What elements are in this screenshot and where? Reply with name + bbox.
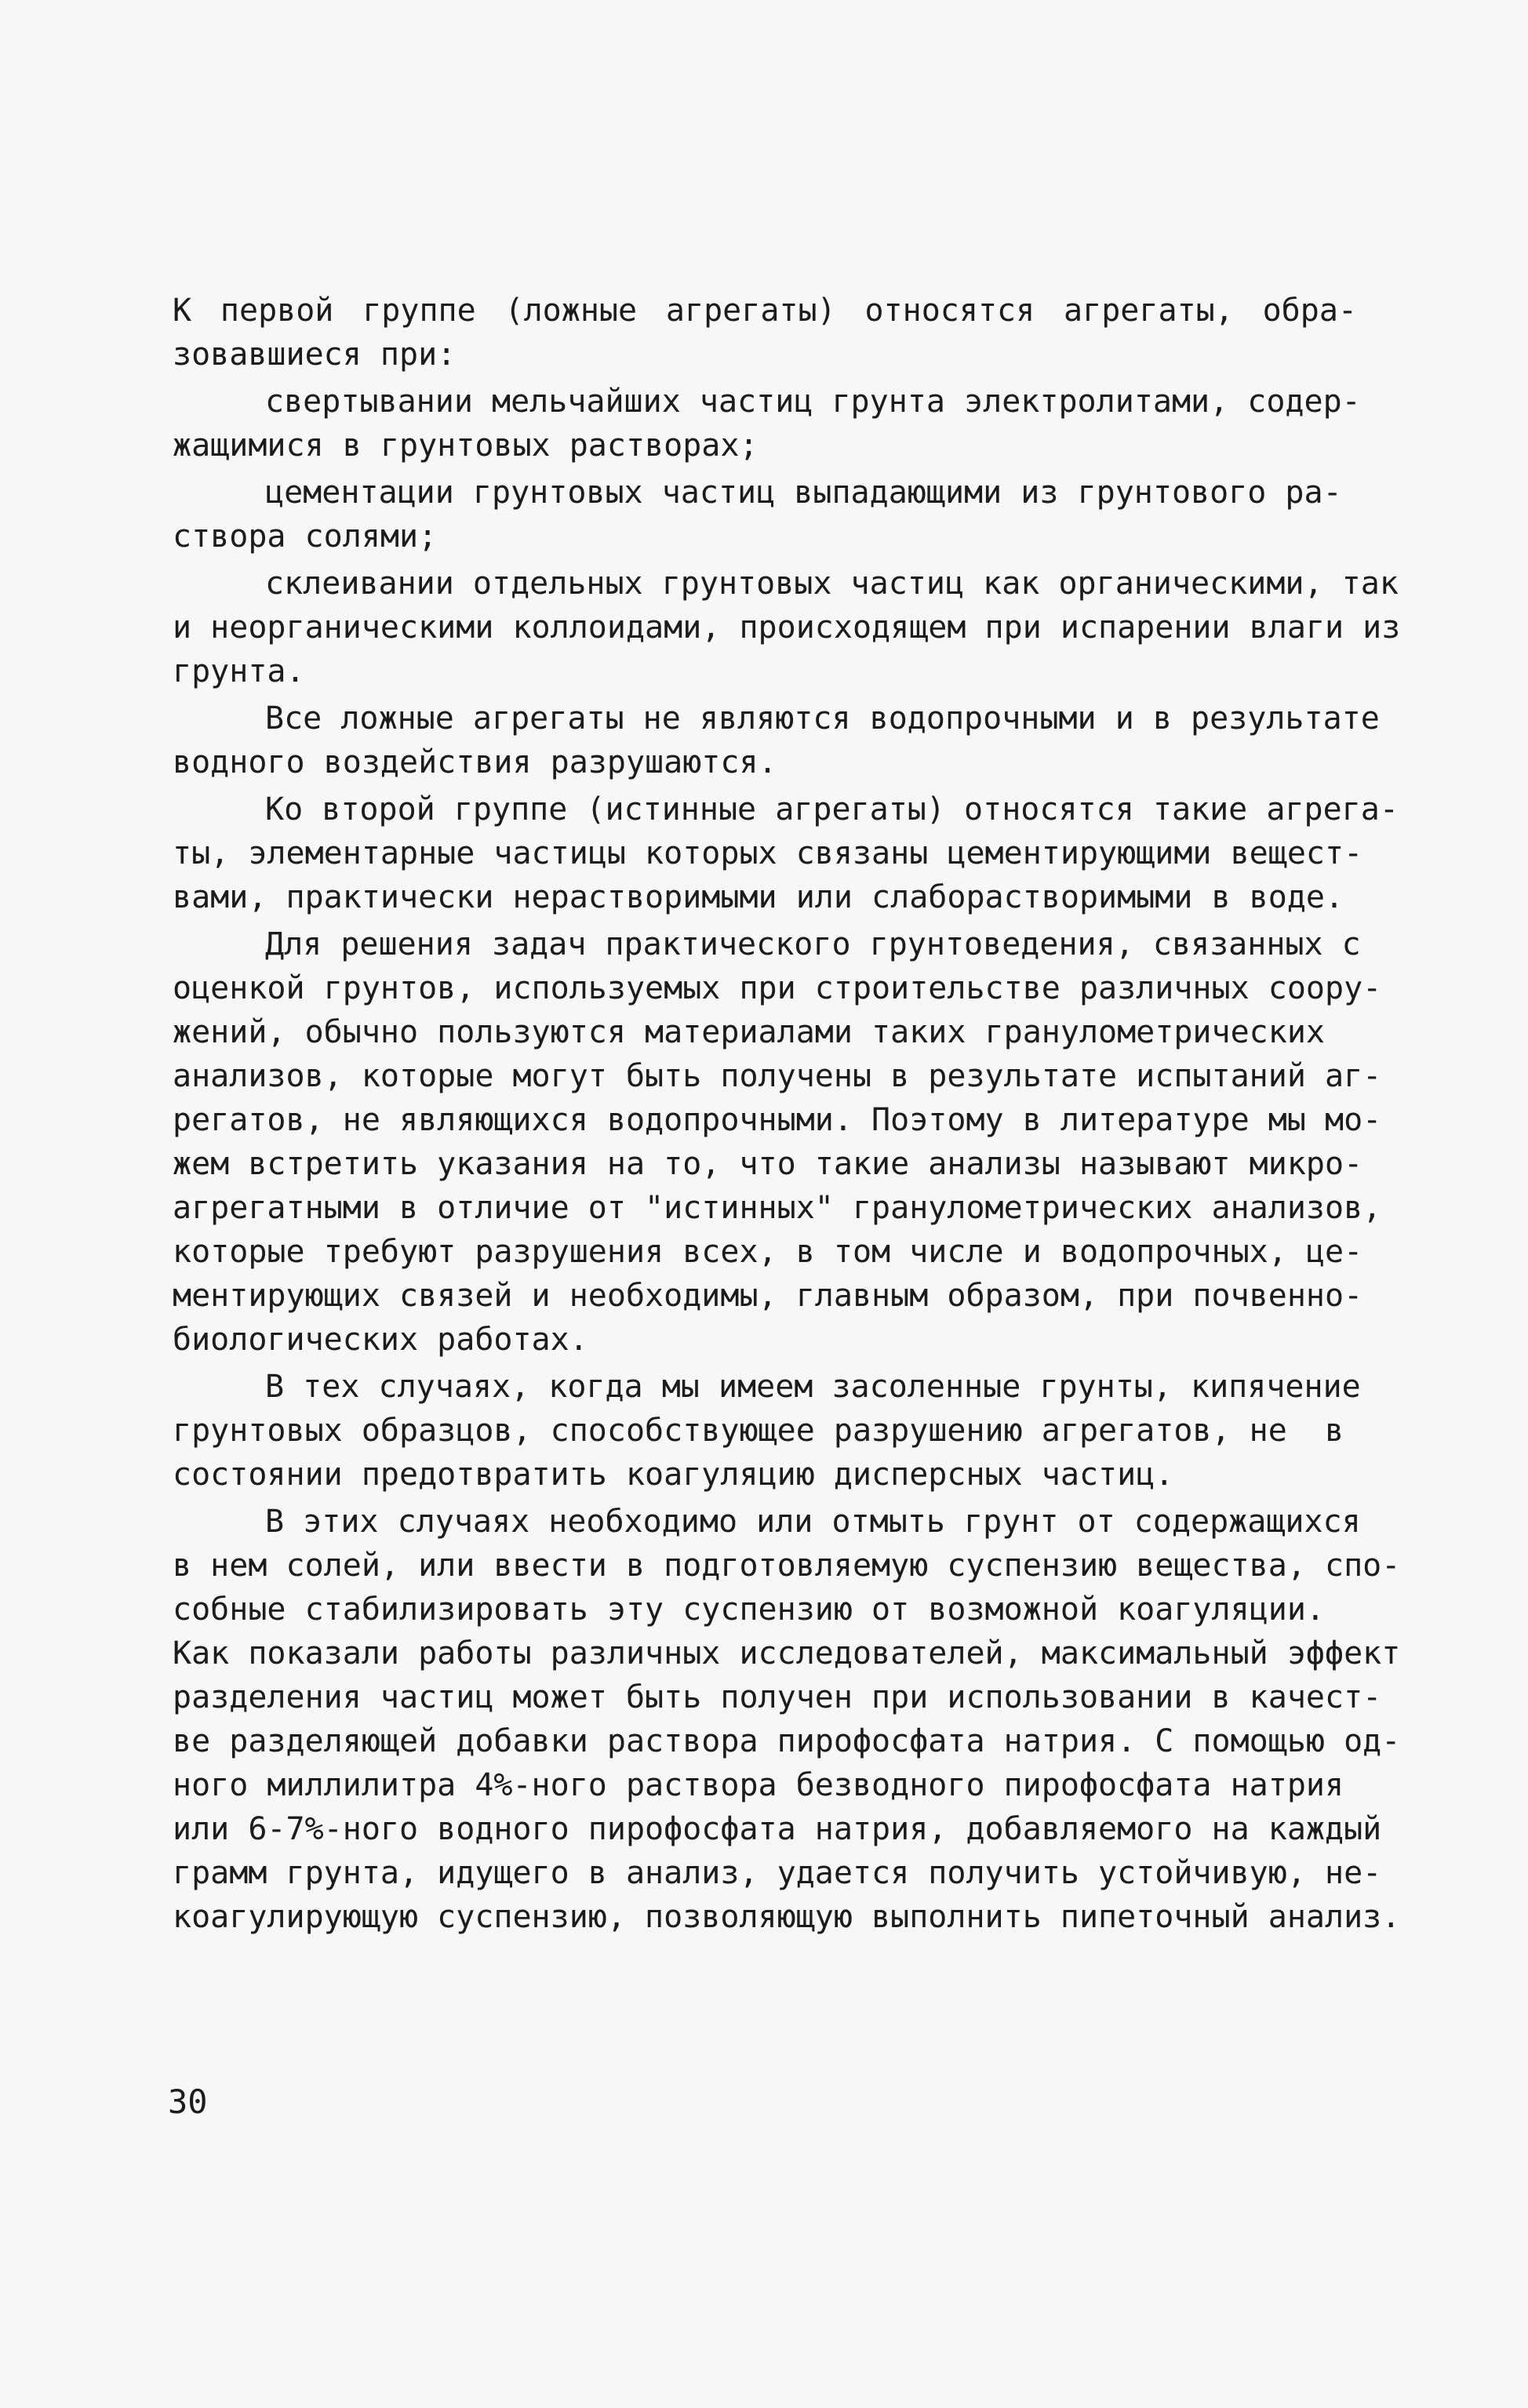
text-line: грунтовых образцов, способствующее разрушению агрегатов, не в	[173, 1413, 1344, 1449]
text-line: собные стабилизировать эту суспензию от возможной коагуляции.	[173, 1591, 1326, 1628]
text-line: Все ложные агрегаты не являются водопрочными и в результате	[265, 700, 1380, 737]
text-line: К первой группе (ложные агрегаты) относятся агрегаты, обра-	[173, 293, 1357, 329]
text-line: жем встретить указания на то, что такие анализы называют микро-	[173, 1146, 1363, 1182]
text-line: которые требуют разрушения всех, в том числе и водопрочных, це-	[173, 1234, 1363, 1270]
text-line: В тех случаях, когда мы имеем засоленные грунты, кипячение	[265, 1369, 1361, 1405]
page-number: 30	[168, 2082, 208, 2121]
text-line: жащимися в грунтовых растворах;	[173, 427, 759, 464]
text-line: водного воздействия разрушаются.	[173, 744, 777, 780]
text-line: ты, элементарные частицы которых связаны цементирующими вещест-	[173, 835, 1363, 871]
text-line: склеивании отдельных грунтовых частиц как органическими, так	[265, 566, 1399, 602]
text-line: грунта.	[173, 653, 305, 689]
text-line: регатов, не являющихся водопрочными. Поэтому в литературе мы мо-	[173, 1102, 1382, 1138]
text-line: цементации грунтовых частиц выпадающими из грунтового ра-	[265, 475, 1342, 511]
text-line: или 6-7%-ного водного пирофосфата натрия, добавляемого на каждый	[173, 1811, 1382, 1847]
text-line: анализов, которые могут быть получены в результате испытаний аг-	[173, 1058, 1382, 1094]
text-line: коагулирующую суспензию, позволяющую выполнить пипеточный анализ.	[173, 1899, 1401, 1935]
text-line: ментирующих связей и необходимы, главным образом, при почвенно-	[173, 1278, 1363, 1314]
text-line: вами, практически нерастворимыми или слаборастворимыми в воде.	[173, 879, 1344, 915]
text-line: в нем солей, или ввести в подготовляемую суспензию вещества, спо-	[173, 1548, 1401, 1584]
text-line: грамм грунта, идущего в анализ, удается получить устойчивую, не-	[173, 1855, 1382, 1891]
text-line: состоянии предотвратить коагуляцию дисперсных частиц.	[173, 1457, 1174, 1493]
text-line: и неорганическими коллоидами, происходящем при испарении влаги из	[173, 609, 1401, 646]
text-line: разделения частиц может быть получен при использовании в качест-	[173, 1679, 1382, 1715]
text-line: створа солями;	[173, 518, 438, 555]
text-line: агрегатными в отличие от "истинных" гранулометрических анализов,	[173, 1190, 1382, 1226]
text-line: Как показали работы различных исследователей, максимальный эффект	[173, 1635, 1401, 1671]
text-line: ве разделяющей добавки раствора пирофосфата натрия. С помощью од-	[173, 1723, 1401, 1759]
text-line: оценкой грунтов, используемых при строительстве различных соору-	[173, 970, 1382, 1006]
text-line: свертывании мельчайших частиц грунта электролитами, содер-	[265, 384, 1361, 420]
text-line: ного миллилитра 4%-ного раствора безводного пирофосфата натрия	[173, 1767, 1344, 1803]
text-line: Для решения задач практического грунтоведения, связанных с	[265, 926, 1361, 962]
text-line: В этих случаях необходимо или отмыть грунт от содержащихся	[265, 1504, 1361, 1540]
text-line: Ко второй группе (истинные агрегаты) относятся такие агрега-	[265, 791, 1399, 828]
text-line: жений, обычно пользуются материалами таких гранулометрических	[173, 1014, 1326, 1050]
text-line: биологических работах.	[173, 1322, 588, 1358]
text-line: зовавшиеся при:	[173, 336, 457, 373]
